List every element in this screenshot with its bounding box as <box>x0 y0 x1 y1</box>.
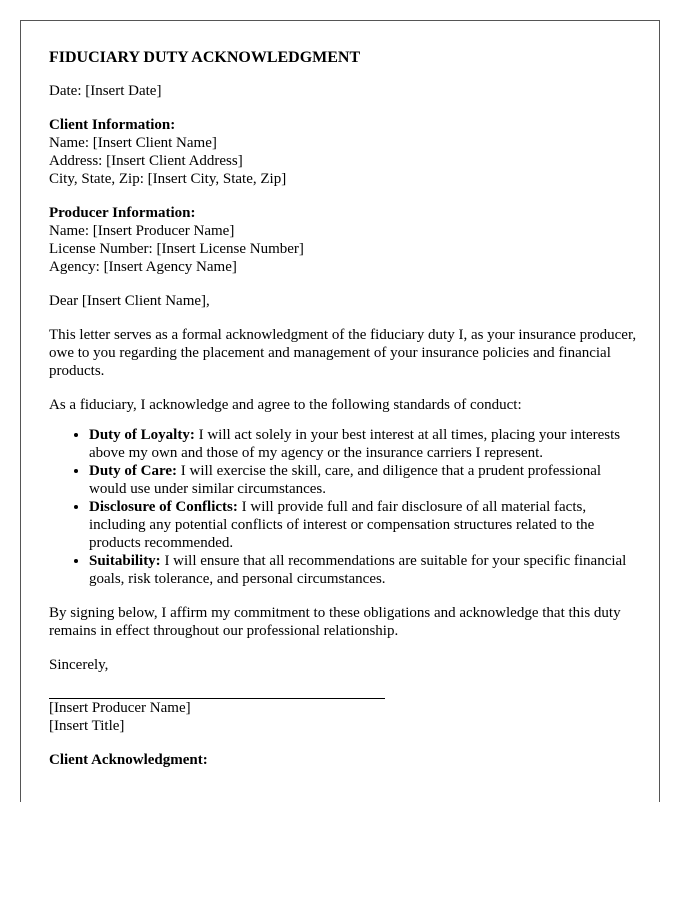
standards-list <box>49 426 639 588</box>
signature-name: [Insert Producer Name] <box>49 700 191 716</box>
standard-term: Duty of Loyalty: <box>89 427 195 443</box>
client-acknowledgment-heading: Client Acknowledgment: <box>49 752 208 768</box>
standard-term: Suitability: <box>89 553 161 569</box>
closing-paragraph: By signing below, I affirm my commitment to these obligations and acknowledge that this duty remains in effect throughout our professional relationship. <box>49 605 621 639</box>
standard-text: I will provide full and fair disclosure of all material facts, including any potential conflicts of interest or compensation structures related to the products recommended. <box>89 499 595 551</box>
intro-paragraph: This letter serves as a formal acknowledgment of the fiduciary duty I, as your insurance producer, owe to you regarding the placement and management of your insurance policies and financial products. <box>49 327 637 379</box>
standards-intro: As a fiduciary, I acknowledge and agree to the following standards of conduct: <box>49 397 522 413</box>
letter-content <box>49 48 639 769</box>
producer-name-line: Name: [Insert Producer Name] <box>49 223 235 239</box>
client-information-block <box>49 116 639 188</box>
client-information-heading: Client Information: <box>49 117 176 133</box>
standard-text: I will act solely in your best interest at all times, placing your interests above my own and those of my agency or the insurance carriers I represent. <box>89 427 621 461</box>
standard-term: Duty of Care: <box>89 463 178 479</box>
document-title: FIDUCIARY DUTY ACKNOWLEDGMENT <box>49 49 361 66</box>
standard-text: I will ensure that all recommendations are suitable for your specific financial goals, risk tolerance, and personal circumstances. <box>89 553 627 587</box>
producer-information-block <box>49 204 639 276</box>
list-item-disclosure-of-conflicts <box>89 498 639 552</box>
list-item-duty-of-loyalty <box>89 426 639 462</box>
client-address-line: Address: [Insert Client Address] <box>49 153 243 169</box>
standard-text: I will exercise the skill, care, and diligence that a prudent professional would use under similar circumstances. <box>89 463 602 497</box>
letter-page <box>20 20 660 802</box>
list-item-suitability <box>89 552 639 588</box>
producer-agency-line: Agency: [Insert Agency Name] <box>49 259 237 275</box>
salutation: Dear [Insert Client Name], <box>49 293 210 309</box>
producer-license-line: License Number: [Insert License Number] <box>49 241 304 257</box>
signature-block <box>49 699 639 735</box>
client-city-state-zip-line: City, State, Zip: [Insert City, State, Zip] <box>49 171 287 187</box>
client-name-line: Name: [Insert Client Name] <box>49 135 217 151</box>
sign-off: Sincerely, <box>49 657 109 673</box>
signature-title: [Insert Title] <box>49 718 125 734</box>
list-item-duty-of-care <box>89 462 639 498</box>
producer-information-heading: Producer Information: <box>49 205 196 221</box>
standard-term: Disclosure of Conflicts: <box>89 499 238 515</box>
date-line: Date: [Insert Date] <box>49 83 162 99</box>
